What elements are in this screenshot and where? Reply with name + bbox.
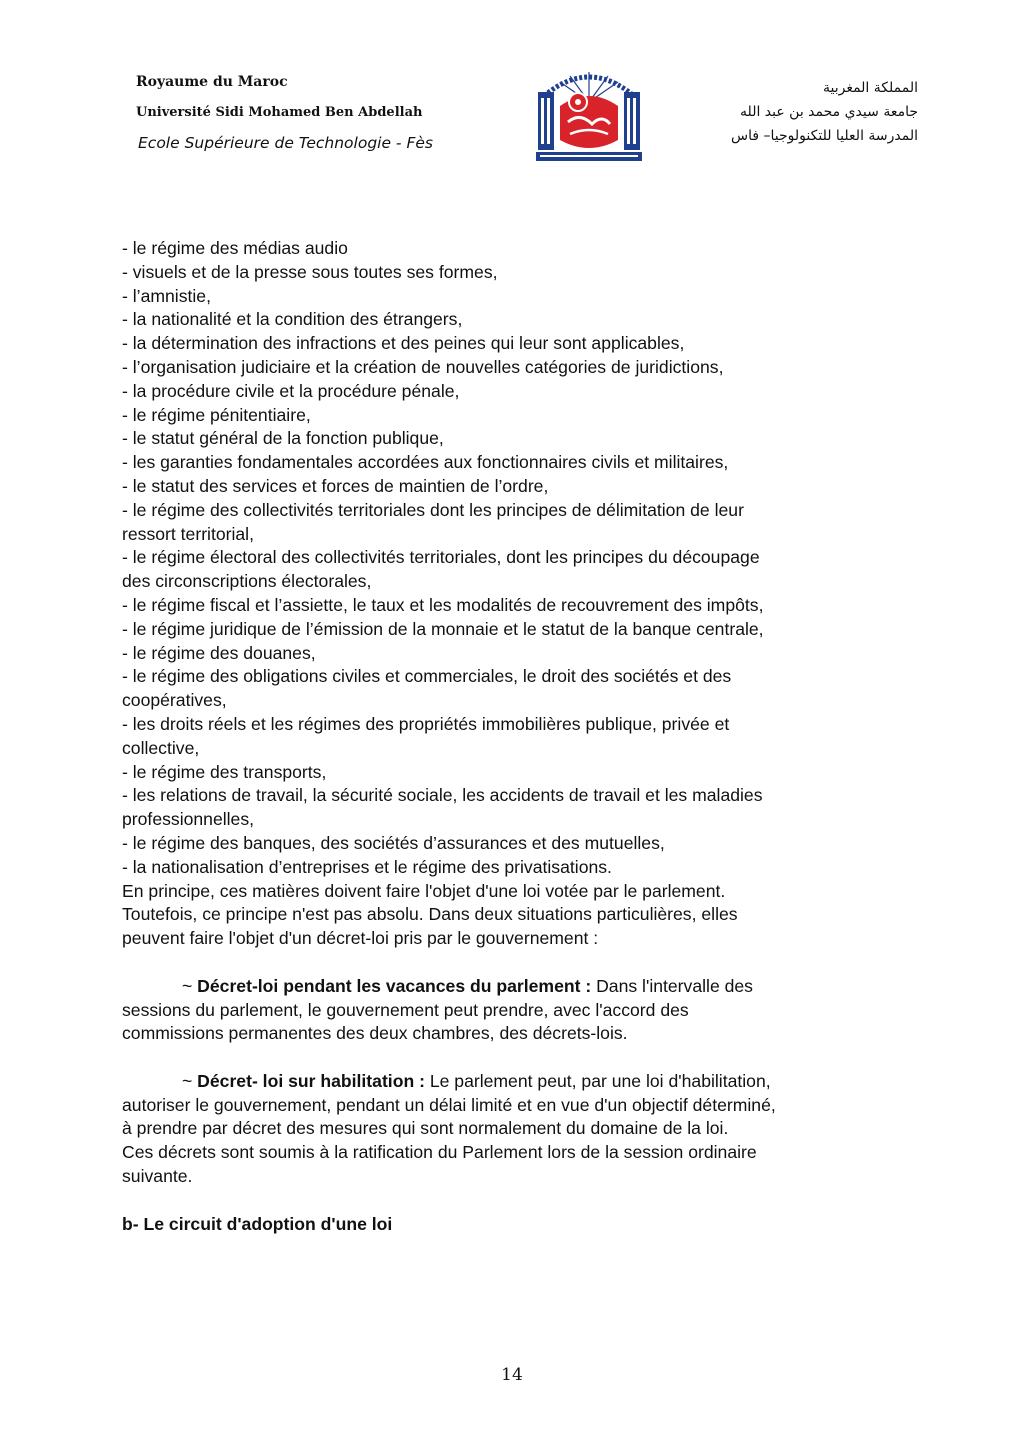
paragraph-line: autoriser le gouvernement, pendant un délai limité et en vue d'un objectif déterminé, — [122, 1094, 776, 1115]
list-item: - visuels et de la presse sous toutes ses formes, — [122, 261, 498, 282]
paragraph-line: peuvent faire l'objet d'un décret-loi pris par le gouvernement : — [122, 928, 599, 949]
list-item: collective, — [122, 737, 200, 758]
paragraph-line: Ces décrets sont soumis à la ratification du Parlement lors de la session ordinaire — [122, 1142, 757, 1163]
list-item: professionnelles, — [122, 809, 255, 830]
paragraph-line: sessions du parlement, le gouvernement peut prendre, avec l'accord des — [122, 999, 689, 1020]
list-item: - le régime fiscal et l’assiette, le taux et les modalités de recouvrement des impôts, — [122, 594, 764, 615]
list-item: - les relations de travail, la sécurité sociale, les accidents de travail et les maladies — [122, 785, 763, 806]
header-kingdom: Royaume du Maroc — [136, 74, 288, 90]
list-item: - le régime juridique de l’émission de la monnaie et le statut de la banque centrale, — [122, 618, 764, 639]
section-marker: ~ — [182, 975, 198, 996]
paragraph-line: Toutefois, ce principe n'est pas absolu. Dans deux situations particulières, elles — [122, 904, 738, 925]
section-decret-loi-habilitation — [122, 1070, 922, 1189]
header-left — [136, 74, 536, 152]
list-item: - le régime des médias audio — [122, 238, 348, 258]
list-item: - le régime pénitentiaire, — [122, 404, 311, 425]
paragraph-line: commissions permanentes des deux chambres, des décrets-lois. — [122, 1023, 628, 1044]
header-school: Ecole Supérieure de Technologie - Fès — [138, 134, 433, 152]
list-item: - les garanties fondamentales accordées aux fonctionnaires civils et militaires, — [122, 452, 729, 473]
header-university: Université Sidi Mohamed Ben Abdellah — [136, 105, 423, 120]
section-decret-loi-vacances — [122, 975, 922, 1046]
list-item: - le statut des services et forces de maintien de l’ordre, — [122, 475, 549, 496]
principle-paragraph — [122, 880, 922, 951]
header-right — [658, 76, 918, 148]
subheading: b- Le circuit d'adoption d'une loi — [122, 1213, 393, 1234]
list-item: - le régime des douanes, — [122, 642, 316, 663]
list-item: - la nationalisation d’entreprises et le régime des privatisations. — [122, 856, 612, 877]
list-item: - le régime des transports, — [122, 761, 327, 782]
list-item: - les droits réels et les régimes des propriétés immobilières publique, privée et — [122, 713, 730, 734]
paragraph-line: à prendre par décret des mesures qui sont normalement du domaine de la loi. — [122, 1118, 729, 1139]
list-item: des circonscriptions électorales, — [122, 571, 372, 592]
section-text: Le parlement peut, par une loi d'habilitation, — [424, 1070, 771, 1091]
university-seal-icon — [530, 62, 648, 162]
list-item: - l’amnistie, — [122, 285, 211, 306]
paragraph-line: En principe, ces matières doivent faire l'objet d'une loi votée par le parlement. — [122, 880, 726, 901]
header-kingdom-ar: المملكة المغربية — [822, 80, 918, 96]
section-heading: Décret- loi sur habilitation : — [197, 1070, 425, 1091]
header-university-ar: جامعة سيدي محمد بن عبد الله — [740, 104, 918, 120]
legislative-matters-list — [122, 237, 922, 880]
paragraph-line: suivante. — [122, 1166, 193, 1187]
list-item: - la détermination des infractions et des peines qui leur sont applicables, — [122, 333, 685, 354]
list-item: - le régime des obligations civiles et commerciales, le droit des sociétés et des — [122, 666, 732, 687]
list-item: ressort territorial, — [122, 523, 254, 544]
list-item: - la procédure civile et la procédure pénale, — [122, 380, 460, 401]
section-marker: ~ — [182, 1070, 198, 1091]
list-item: coopératives, — [122, 690, 227, 711]
list-item: - la nationalité et la condition des étrangers, — [122, 309, 463, 330]
header-school-ar: المدرسة العليا للتكنولوجيا– فاس — [731, 128, 918, 144]
section-heading: Décret-loi pendant les vacances du parlement : — [197, 975, 592, 996]
list-item: - l’organisation judiciaire et la création de nouvelles catégories de juridictions, — [122, 356, 724, 377]
list-item: - le régime des collectivités territoriales dont les principes de délimitation de leur — [122, 499, 744, 520]
list-item: - le régime électoral des collectivités territoriales, dont les principes du découpage — [122, 547, 760, 568]
page-number: 14 — [501, 1365, 523, 1385]
list-item: - le régime des banques, des sociétés d’assurances et des mutuelles, — [122, 832, 665, 853]
document-body — [122, 237, 922, 1236]
list-item: - le statut général de la fonction publique, — [122, 428, 444, 449]
section-text: Dans l'intervalle des — [591, 975, 753, 996]
